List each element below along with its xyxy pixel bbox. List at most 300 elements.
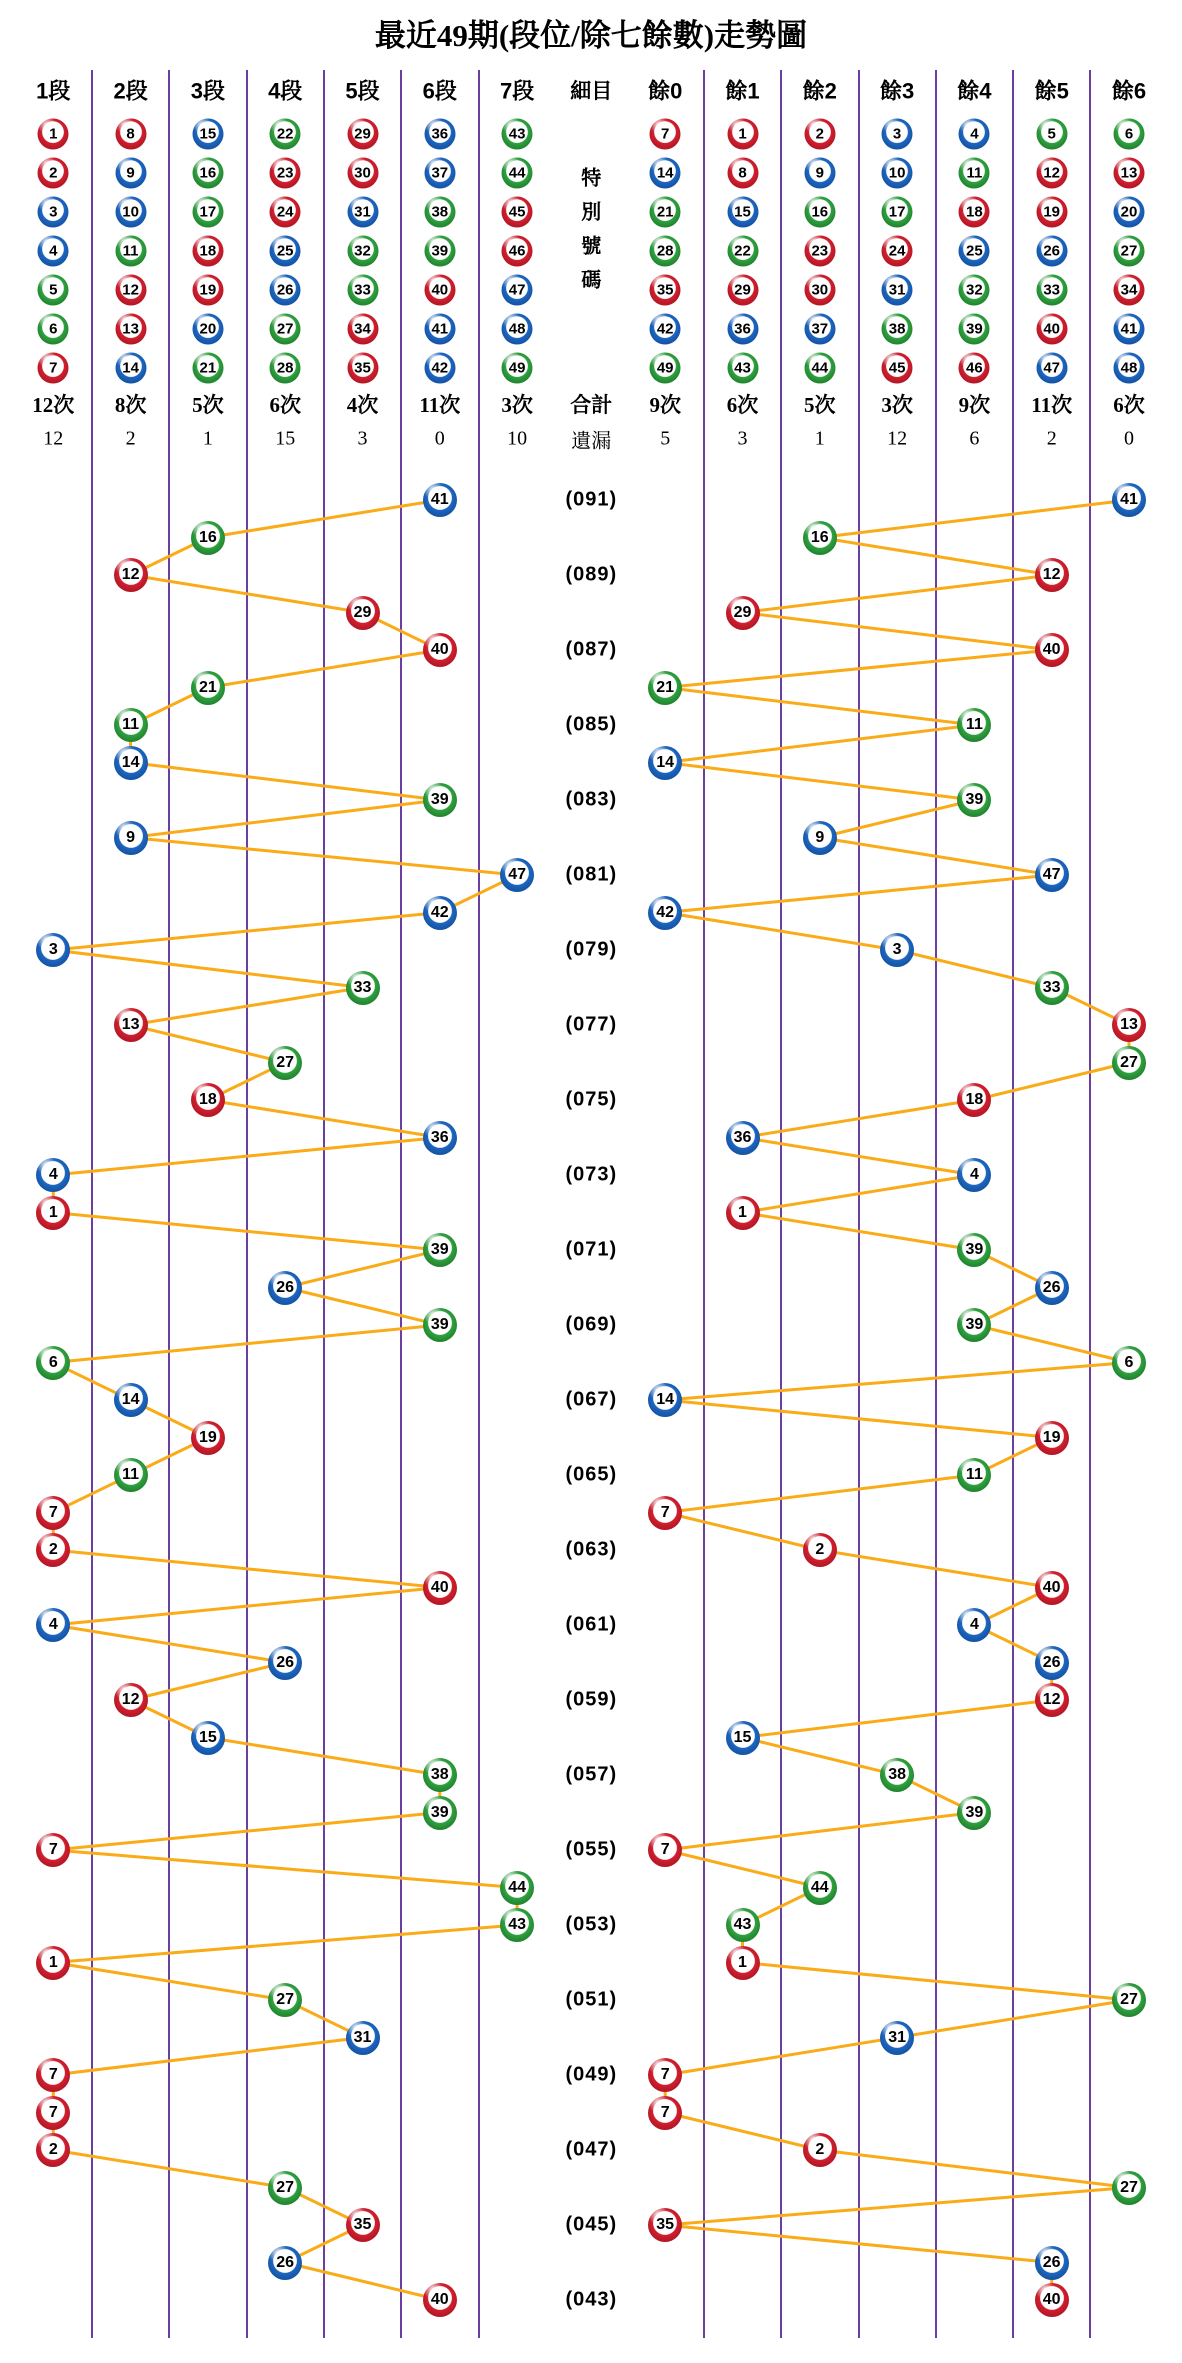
ball-number: 22 bbox=[734, 242, 751, 260]
ball-number: 2 bbox=[48, 1541, 58, 1558]
chart-ball-left bbox=[191, 1083, 225, 1117]
ball-number: 27 bbox=[1120, 1053, 1138, 1071]
chart-ball-left bbox=[423, 896, 457, 930]
ball-number: 39 bbox=[965, 791, 984, 808]
ball-number: 7 bbox=[48, 1841, 58, 1858]
grid-ball bbox=[115, 314, 146, 345]
count-value-right: 6次 bbox=[1113, 393, 1145, 417]
grid-ball bbox=[650, 158, 681, 189]
grid-ball bbox=[650, 119, 681, 150]
period-label: (059) bbox=[565, 1688, 618, 1711]
chart-ball-left bbox=[114, 1458, 148, 1492]
grid-ball bbox=[1114, 275, 1145, 306]
ball-number: 2 bbox=[48, 2141, 58, 2158]
chart-ball-left bbox=[36, 2096, 70, 2130]
ball-number: 14 bbox=[656, 164, 674, 182]
count-value-left: 5次 bbox=[192, 393, 224, 417]
ball-number: 26 bbox=[276, 2253, 295, 2271]
chart-ball-left bbox=[268, 1046, 302, 1080]
grid-ball bbox=[192, 119, 223, 150]
ball-number: 42 bbox=[430, 903, 449, 921]
ball-number: 24 bbox=[276, 203, 294, 221]
grid-ball bbox=[882, 353, 913, 384]
ball-number: 41 bbox=[430, 491, 449, 508]
chart-ball-left bbox=[346, 2021, 380, 2055]
ball-number: 29 bbox=[733, 603, 752, 621]
miss-value-right: 12 bbox=[887, 427, 908, 450]
ball-number: 1 bbox=[48, 1203, 58, 1221]
count-value-right: 11次 bbox=[1031, 393, 1073, 417]
ball-number: 11 bbox=[122, 242, 139, 260]
chart-ball-right bbox=[1112, 1008, 1146, 1042]
column-header-left: 6段 bbox=[422, 78, 457, 104]
miss-value-left: 2 bbox=[125, 427, 136, 450]
grid-ball bbox=[38, 236, 69, 267]
grid-ball bbox=[804, 158, 835, 189]
chart-ball-right bbox=[1035, 558, 1069, 592]
ball-number: 33 bbox=[1043, 281, 1061, 299]
count-value-left: 8次 bbox=[114, 393, 147, 417]
grid-ball bbox=[502, 353, 533, 384]
ball-number: 27 bbox=[1120, 1991, 1138, 2008]
count-value-left: 12次 bbox=[32, 393, 75, 417]
grid-ball bbox=[1036, 119, 1067, 150]
chart-ball-left bbox=[268, 2246, 302, 2280]
ball-number: 26 bbox=[276, 1278, 295, 1296]
chart-ball-left bbox=[114, 1008, 148, 1042]
ball-number: 7 bbox=[49, 359, 58, 377]
ball-number: 22 bbox=[276, 125, 294, 143]
chart-ball-left bbox=[114, 1383, 148, 1417]
chart-ball-right bbox=[1035, 1646, 1069, 1680]
chart-ball-right bbox=[957, 1233, 991, 1267]
ball-number: 28 bbox=[276, 359, 294, 377]
grid-ball bbox=[115, 119, 146, 150]
ball-number: 15 bbox=[198, 1728, 217, 1746]
ball-number: 24 bbox=[888, 242, 906, 260]
period-label: (045) bbox=[565, 2213, 618, 2236]
grid-ball bbox=[347, 353, 378, 384]
ball-number: 4 bbox=[970, 125, 979, 143]
miss-value-left: 15 bbox=[275, 427, 296, 450]
chart-ball-right bbox=[1112, 2171, 1146, 2205]
ball-number: 14 bbox=[121, 753, 140, 771]
grid-ball bbox=[115, 197, 146, 228]
grid-ball bbox=[347, 158, 378, 189]
ball-number: 39 bbox=[430, 1803, 449, 1821]
ball-number: 39 bbox=[430, 1241, 449, 1258]
ball-number: 47 bbox=[508, 866, 526, 883]
chart-ball-left bbox=[36, 1158, 70, 1192]
ball-number: 3 bbox=[892, 941, 902, 958]
grid-ball bbox=[1114, 314, 1145, 345]
grid-ball bbox=[424, 236, 455, 267]
ball-number: 43 bbox=[733, 1916, 752, 1933]
period-label: (063) bbox=[565, 1538, 618, 1561]
ball-number: 32 bbox=[966, 281, 983, 299]
ball-number: 26 bbox=[1043, 242, 1061, 260]
chart-ball-right bbox=[648, 2058, 682, 2092]
grid-ball bbox=[1114, 197, 1145, 228]
ball-number: 3 bbox=[48, 941, 58, 958]
grid-ball bbox=[192, 158, 223, 189]
ball-number: 47 bbox=[1043, 359, 1061, 377]
ball-number: 33 bbox=[354, 281, 371, 299]
grid-ball bbox=[1036, 353, 1067, 384]
grid-ball bbox=[1036, 314, 1067, 345]
ball-number: 19 bbox=[198, 1428, 217, 1446]
ball-number: 21 bbox=[199, 359, 217, 377]
ball-number: 11 bbox=[122, 1466, 140, 1483]
ball-number: 12 bbox=[121, 1691, 140, 1708]
grid-ball bbox=[424, 353, 455, 384]
column-header-right: 餘6 bbox=[1111, 78, 1147, 104]
period-label: (049) bbox=[565, 2063, 618, 2086]
ball-number: 34 bbox=[354, 320, 371, 338]
grid-ball bbox=[192, 236, 223, 267]
ball-number: 14 bbox=[121, 1391, 140, 1408]
ball-number: 15 bbox=[199, 125, 217, 143]
ball-number: 39 bbox=[965, 1316, 984, 1333]
chart-ball-left bbox=[423, 483, 457, 517]
ball-number: 41 bbox=[1120, 320, 1138, 338]
ball-number: 9 bbox=[815, 828, 825, 846]
grid-ball bbox=[804, 197, 835, 228]
ball-number: 34 bbox=[1120, 281, 1138, 299]
grid-ball bbox=[502, 314, 533, 345]
ball-number: 3 bbox=[49, 203, 58, 221]
ball-number: 39 bbox=[430, 791, 449, 808]
miss-value-left: 0 bbox=[434, 427, 445, 450]
miss-value-right: 5 bbox=[660, 427, 671, 450]
grid-ball bbox=[270, 353, 301, 384]
ball-number: 8 bbox=[738, 164, 747, 182]
ball-number: 27 bbox=[1120, 2178, 1138, 2196]
grid-ball bbox=[270, 236, 301, 267]
chart-ball-right bbox=[1035, 1571, 1069, 1605]
grid-ball bbox=[882, 314, 913, 345]
grid-ball bbox=[115, 236, 146, 267]
grid-ball bbox=[882, 275, 913, 306]
ball-number: 36 bbox=[734, 320, 751, 338]
ball-number: 18 bbox=[198, 1091, 217, 1108]
period-label: (087) bbox=[565, 638, 618, 661]
ball-number: 13 bbox=[122, 320, 139, 338]
period-label: (091) bbox=[565, 488, 618, 511]
ball-number: 47 bbox=[1042, 866, 1061, 883]
ball-number: 12 bbox=[1042, 1691, 1061, 1708]
period-label: (067) bbox=[565, 1388, 618, 1411]
ball-number: 21 bbox=[656, 678, 675, 696]
ball-number: 7 bbox=[48, 2103, 58, 2121]
period-label: (075) bbox=[565, 1088, 618, 1111]
count-value-right: 9次 bbox=[958, 393, 991, 417]
ball-number: 38 bbox=[431, 203, 449, 221]
chart-ball-right bbox=[957, 1158, 991, 1192]
count-value-left: 4次 bbox=[346, 393, 379, 417]
miss-value-left: 12 bbox=[43, 427, 64, 450]
grid-ball bbox=[1036, 158, 1067, 189]
special-number-label-char: 碼 bbox=[581, 269, 602, 292]
period-label: (089) bbox=[565, 563, 618, 586]
chart-ball-left bbox=[36, 1533, 70, 1567]
grid-ball bbox=[502, 158, 533, 189]
grid-ball bbox=[804, 314, 835, 345]
chart-ball-right bbox=[726, 1121, 760, 1155]
ball-number: 4 bbox=[969, 1166, 979, 1183]
grid-ball bbox=[270, 197, 301, 228]
ball-number: 35 bbox=[354, 359, 371, 377]
ball-number: 27 bbox=[276, 1053, 295, 1071]
grid-ball bbox=[270, 158, 301, 189]
chart-ball-left bbox=[268, 1983, 302, 2017]
column-header-right: 餘3 bbox=[879, 78, 915, 104]
chart-ball-left bbox=[423, 1233, 457, 1267]
ball-number: 42 bbox=[656, 320, 674, 338]
chart-ball-right bbox=[1112, 1046, 1146, 1080]
chart-ball-right bbox=[726, 1721, 760, 1755]
ball-number: 42 bbox=[656, 903, 675, 921]
period-label: (055) bbox=[565, 1838, 618, 1861]
ball-number: 10 bbox=[122, 203, 139, 221]
ball-number: 19 bbox=[199, 281, 217, 299]
ball-number: 1 bbox=[738, 1953, 747, 1971]
grid-ball bbox=[650, 236, 681, 267]
column-header-left: 1段 bbox=[36, 78, 71, 104]
grid-ball bbox=[192, 197, 223, 228]
chart-ball-left bbox=[36, 933, 70, 967]
ball-number: 31 bbox=[353, 2028, 372, 2046]
chart-ball-left bbox=[36, 1946, 70, 1980]
chart-ball-right bbox=[1112, 1346, 1146, 1380]
ball-number: 45 bbox=[508, 203, 526, 221]
page-title: 最近49期(段位/除七餘數)走勢圖 bbox=[374, 18, 808, 53]
special-number-label-char: 號 bbox=[581, 235, 602, 258]
grid-ball bbox=[115, 353, 146, 384]
count-value-right: 6次 bbox=[726, 393, 759, 417]
grid-ball bbox=[502, 119, 533, 150]
grid-ball bbox=[727, 353, 758, 384]
ball-number: 40 bbox=[430, 2291, 449, 2308]
ball-number: 36 bbox=[430, 1128, 449, 1146]
grid-ball bbox=[1114, 158, 1145, 189]
chart-ball-left bbox=[423, 1121, 457, 1155]
ball-number: 27 bbox=[276, 320, 294, 338]
ball-number: 23 bbox=[811, 242, 829, 260]
ball-number: 28 bbox=[656, 242, 674, 260]
ball-number: 16 bbox=[810, 528, 829, 546]
ball-number: 25 bbox=[276, 242, 294, 260]
ball-number: 14 bbox=[656, 1391, 675, 1408]
chart-ball-left bbox=[268, 1271, 302, 1305]
ball-number: 31 bbox=[354, 203, 371, 221]
chart-ball-left bbox=[114, 746, 148, 780]
column-header-right: 餘0 bbox=[648, 78, 683, 104]
counts-label: 合計 bbox=[570, 393, 613, 417]
grid-ball bbox=[1114, 353, 1145, 384]
ball-number: 35 bbox=[656, 281, 674, 299]
ball-number: 46 bbox=[508, 242, 526, 260]
ball-number: 30 bbox=[354, 164, 371, 182]
miss-value-left: 10 bbox=[507, 427, 528, 450]
grid-ball bbox=[959, 275, 990, 306]
column-header-left: 3段 bbox=[190, 78, 226, 104]
ball-number: 40 bbox=[430, 641, 449, 658]
ball-number: 36 bbox=[431, 125, 449, 143]
chart-ball-right bbox=[1035, 858, 1069, 892]
chart-ball-right bbox=[1035, 1683, 1069, 1717]
chart-ball-right bbox=[726, 1946, 760, 1980]
grid-ball bbox=[959, 236, 990, 267]
grid-ball bbox=[270, 119, 301, 150]
chart-ball-right bbox=[957, 1458, 991, 1492]
ball-number: 13 bbox=[121, 1016, 140, 1033]
grid-ball bbox=[1036, 197, 1067, 228]
ball-number: 13 bbox=[1120, 1016, 1138, 1033]
count-value-right: 9次 bbox=[649, 393, 681, 417]
ball-number: 2 bbox=[815, 125, 824, 143]
chart-ball-right bbox=[803, 821, 837, 855]
ball-number: 14 bbox=[122, 359, 139, 377]
chart-ball-right bbox=[957, 1083, 991, 1117]
period-label: (069) bbox=[565, 1313, 618, 1336]
column-header-right: 餘5 bbox=[1034, 78, 1069, 104]
period-label: (071) bbox=[565, 1238, 618, 1261]
ball-number: 19 bbox=[1043, 203, 1061, 221]
period-label: (065) bbox=[565, 1463, 618, 1486]
miss-value-right: 6 bbox=[969, 427, 980, 450]
ball-number: 31 bbox=[888, 281, 906, 299]
ball-number: 40 bbox=[431, 281, 449, 299]
chart-ball-left bbox=[423, 783, 457, 817]
miss-value-left: 3 bbox=[357, 427, 368, 450]
chart-ball-right bbox=[957, 783, 991, 817]
chart-ball-right bbox=[880, 1758, 914, 1792]
ball-number: 33 bbox=[353, 978, 372, 996]
chart-ball-left bbox=[191, 1421, 225, 1455]
grid-ball bbox=[38, 353, 69, 384]
chart-ball-left bbox=[36, 1608, 70, 1642]
ball-number: 7 bbox=[48, 1503, 58, 1521]
period-label: (083) bbox=[565, 788, 618, 811]
grid-ball bbox=[1036, 275, 1067, 306]
count-value-left: 11次 bbox=[419, 393, 461, 417]
ball-number: 40 bbox=[1042, 1578, 1061, 1596]
ball-number: 41 bbox=[1120, 491, 1138, 508]
chart-ball-right bbox=[648, 671, 682, 705]
special-number-label-char: 特 bbox=[581, 167, 602, 190]
grid-ball bbox=[882, 119, 913, 150]
miss-value-left: 1 bbox=[202, 427, 213, 450]
ball-number: 4 bbox=[49, 242, 58, 260]
ball-number: 18 bbox=[966, 203, 983, 221]
ball-number: 15 bbox=[733, 1728, 752, 1746]
ball-number: 38 bbox=[888, 320, 906, 338]
ball-number: 1 bbox=[738, 125, 747, 143]
chart-ball-left bbox=[346, 971, 380, 1005]
chart-ball-right bbox=[1035, 1421, 1069, 1455]
ball-number: 46 bbox=[966, 359, 983, 377]
chart-ball-right bbox=[1035, 2283, 1069, 2317]
ball-number: 18 bbox=[965, 1091, 984, 1108]
ball-number: 29 bbox=[353, 603, 372, 621]
ball-number: 4 bbox=[48, 1616, 58, 1633]
ball-number: 43 bbox=[508, 125, 526, 143]
ball-number: 16 bbox=[198, 528, 217, 546]
grid-ball bbox=[727, 275, 758, 306]
ball-number: 27 bbox=[276, 2178, 295, 2196]
ball-number: 7 bbox=[660, 2103, 670, 2121]
ball-number: 2 bbox=[49, 164, 58, 182]
ball-number: 42 bbox=[431, 359, 449, 377]
column-header-left: 7段 bbox=[499, 78, 535, 104]
count-value-left: 3次 bbox=[501, 393, 533, 417]
period-label: (081) bbox=[565, 863, 618, 886]
chart-ball-right bbox=[803, 1533, 837, 1567]
ball-number: 38 bbox=[430, 1766, 449, 1783]
ball-number: 15 bbox=[734, 203, 751, 221]
ball-number: 20 bbox=[199, 320, 217, 338]
chart-ball-right bbox=[648, 2208, 682, 2242]
ball-number: 26 bbox=[1042, 1278, 1061, 1296]
period-label: (077) bbox=[565, 1013, 618, 1036]
chart-ball-left bbox=[114, 558, 148, 592]
ball-number: 38 bbox=[888, 1766, 906, 1783]
ball-number: 32 bbox=[354, 242, 371, 260]
grid-ball bbox=[38, 314, 69, 345]
chart-ball-right bbox=[957, 1796, 991, 1830]
grid-ball bbox=[882, 236, 913, 267]
chart-ball-right bbox=[1112, 483, 1146, 517]
grid-ball bbox=[804, 119, 835, 150]
chart-ball-right bbox=[1035, 633, 1069, 667]
chart-ball-left bbox=[423, 1758, 457, 1792]
chart-ball-right bbox=[726, 596, 760, 630]
grid-ball bbox=[38, 119, 69, 150]
chart-ball-right bbox=[726, 1908, 760, 1942]
grid-ball bbox=[1114, 119, 1145, 150]
chart-ball-left bbox=[114, 821, 148, 855]
column-header-right: 餘4 bbox=[957, 78, 992, 104]
miss-value-right: 3 bbox=[737, 427, 748, 450]
ball-number: 11 bbox=[966, 164, 983, 182]
ball-number: 7 bbox=[660, 2066, 670, 2083]
period-label: (061) bbox=[565, 1613, 618, 1636]
column-header-left: 4段 bbox=[268, 78, 303, 104]
ball-number: 19 bbox=[1042, 1428, 1061, 1446]
period-label: (051) bbox=[565, 1988, 618, 2011]
ball-number: 3 bbox=[892, 125, 902, 143]
grid-ball bbox=[192, 353, 223, 384]
grid-ball bbox=[192, 314, 223, 345]
ball-number: 12 bbox=[121, 566, 140, 583]
grid-ball bbox=[959, 353, 990, 384]
grid-ball bbox=[38, 158, 69, 189]
grid-ball bbox=[347, 314, 378, 345]
ball-number: 43 bbox=[508, 1916, 526, 1933]
ball-number: 11 bbox=[965, 716, 983, 733]
ball-number: 6 bbox=[48, 1353, 58, 1371]
column-header-right: 餘1 bbox=[725, 78, 760, 104]
grid-ball bbox=[650, 353, 681, 384]
chart-ball-left bbox=[36, 2133, 70, 2167]
count-value-right: 5次 bbox=[804, 393, 836, 417]
period-label: (073) bbox=[565, 1163, 618, 1186]
chart-ball-right bbox=[648, 896, 682, 930]
grid-ball bbox=[38, 197, 69, 228]
chart-ball-left bbox=[36, 1496, 70, 1530]
ball-number: 36 bbox=[733, 1128, 752, 1146]
